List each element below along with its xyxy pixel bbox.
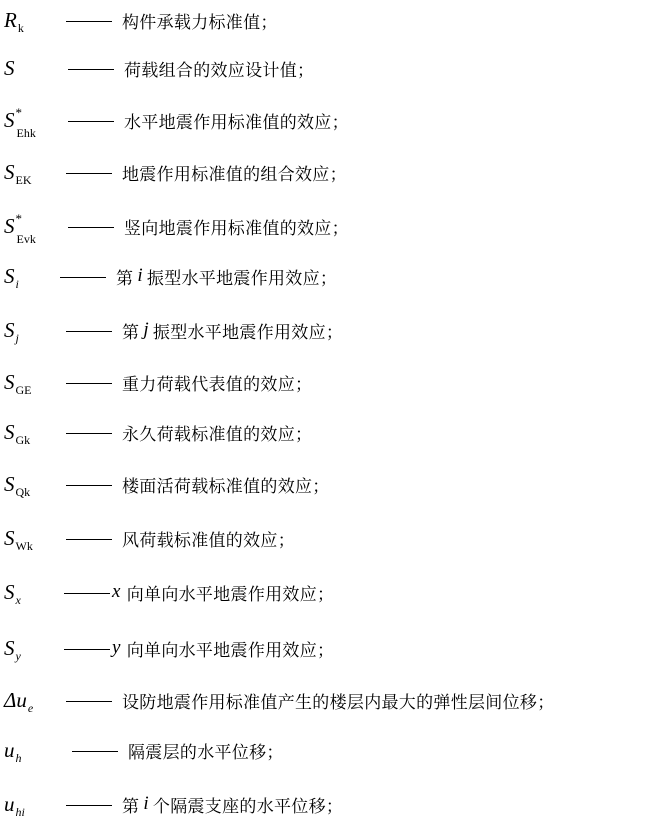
symbol-subscript: h <box>15 750 22 765</box>
symbol-row <box>0 310 665 350</box>
symbol <box>4 0 24 40</box>
description-prefix: 第 <box>122 322 140 343</box>
symbol-row <box>0 518 665 558</box>
dash-separator <box>68 69 114 70</box>
symbol-description <box>122 784 343 824</box>
dash-separator <box>66 383 112 384</box>
symbol <box>4 628 21 668</box>
symbol-subscript: y <box>15 648 21 663</box>
symbol <box>4 572 21 612</box>
symbol <box>4 412 30 452</box>
symbol-row <box>0 784 665 824</box>
symbol-superscript: * <box>15 210 22 226</box>
symbol-description: 永久荷载标准值的效应； <box>122 424 313 445</box>
description-suffix: 振型水平地震作用效应； <box>146 268 338 289</box>
symbol-subscript: Wk <box>15 538 33 553</box>
description-variable: x <box>112 581 121 602</box>
symbol-subscript: k <box>17 20 24 35</box>
symbol-description: 重力荷载代表值的效应； <box>122 374 313 395</box>
symbol-row <box>0 362 665 402</box>
symbol <box>4 152 32 192</box>
symbol-base: Δu <box>4 687 27 712</box>
dash-separator <box>66 485 112 486</box>
dash-separator <box>66 539 112 540</box>
description-suffix: 个隔震支座的水平位移； <box>152 796 344 817</box>
symbol-row <box>0 412 665 452</box>
symbol-subscript: Gk <box>15 432 31 447</box>
symbol-row <box>0 206 665 246</box>
symbol-description: 竖向地震作用标准值的效应； <box>124 218 349 239</box>
symbol-base: S <box>4 263 15 288</box>
symbol <box>4 206 36 246</box>
symbol <box>4 464 30 504</box>
symbol-subscript: hi <box>15 804 25 819</box>
description-suffix: 向单向水平地震作用效应； <box>126 640 335 661</box>
symbol-subscript: Ehk <box>16 125 36 140</box>
symbol-base: S <box>4 159 15 184</box>
symbol-base: S <box>4 55 15 80</box>
dash-separator <box>66 173 112 174</box>
symbol-description: 隔震层的水平位移； <box>128 742 284 763</box>
dash-separator <box>68 227 114 228</box>
symbol-subscript: GE <box>15 382 32 397</box>
description-variable: i <box>143 793 149 814</box>
symbol-base: u <box>4 737 15 762</box>
symbol-base: S <box>4 107 15 132</box>
symbol-description: 设防地震作用标准值产生的楼层内最大的弹性层间位移； <box>122 692 555 713</box>
symbol-description <box>122 310 343 350</box>
dash-separator <box>64 593 110 594</box>
symbol <box>4 310 19 350</box>
symbol-description: 荷载组合的效应设计值； <box>124 60 315 81</box>
symbol-description: 楼面活荷载标准值的效应； <box>122 476 330 497</box>
symbol-row <box>0 730 665 770</box>
description-suffix: 向单向水平地震作用效应； <box>126 584 335 605</box>
symbol-base: S <box>4 369 15 394</box>
symbol-base: S <box>4 213 15 238</box>
symbol-base: S <box>4 471 15 496</box>
description-suffix: 振型水平地震作用效应； <box>152 322 344 343</box>
symbol-subscript: Qk <box>15 484 31 499</box>
dash-separator <box>64 649 110 650</box>
symbol-base: S <box>4 635 15 660</box>
symbol-row <box>0 680 665 720</box>
symbol-description <box>116 256 337 296</box>
description-variable: i <box>137 265 143 286</box>
symbol-subscript: Evk <box>16 231 36 246</box>
symbol-base: S <box>4 525 15 550</box>
symbol-subscript: e <box>27 700 34 715</box>
symbol <box>4 784 25 824</box>
symbol-superscript: * <box>15 104 22 120</box>
symbol-row <box>0 628 665 668</box>
symbol-subscript: EK <box>15 172 32 187</box>
symbol <box>4 730 22 770</box>
symbol <box>4 48 15 88</box>
symbol-subscript: i <box>15 276 19 291</box>
dash-separator <box>72 751 118 752</box>
symbol-base: u <box>4 791 15 816</box>
symbol-description: 地震作用标准值的组合效应； <box>122 164 347 185</box>
description-variable: j <box>143 319 149 340</box>
symbol-base: R <box>4 7 17 32</box>
symbol-description: 水平地震作用标准值的效应； <box>124 112 349 133</box>
symbol-row <box>0 0 665 40</box>
symbol-row <box>0 152 665 192</box>
symbol <box>4 680 33 720</box>
symbol-description <box>112 572 334 612</box>
symbol-description <box>112 628 334 668</box>
symbol-row <box>0 464 665 504</box>
symbol-subscript: x <box>15 592 21 607</box>
symbol-row <box>0 48 665 88</box>
description-prefix: 第 <box>116 268 134 289</box>
symbol <box>4 256 19 296</box>
symbol-description: 构件承载力标准值； <box>122 12 278 33</box>
dash-separator <box>60 277 106 278</box>
symbol-row <box>0 256 665 296</box>
symbol-row <box>0 572 665 612</box>
symbol-base: S <box>4 419 15 444</box>
dash-separator <box>68 121 114 122</box>
dash-separator <box>66 805 112 806</box>
symbol-row <box>0 100 665 140</box>
dash-separator <box>66 331 112 332</box>
symbol <box>4 362 32 402</box>
dash-separator <box>66 21 112 22</box>
dash-separator <box>66 433 112 434</box>
description-variable: y <box>112 637 121 658</box>
dash-separator <box>66 701 112 702</box>
symbol-base: S <box>4 317 15 342</box>
symbol-description: 风荷载标准值的效应； <box>122 530 295 551</box>
symbol-base: S <box>4 579 15 604</box>
symbol-subscript: j <box>15 330 19 345</box>
description-prefix: 第 <box>122 796 140 817</box>
symbol <box>4 100 36 140</box>
symbol <box>4 518 33 558</box>
